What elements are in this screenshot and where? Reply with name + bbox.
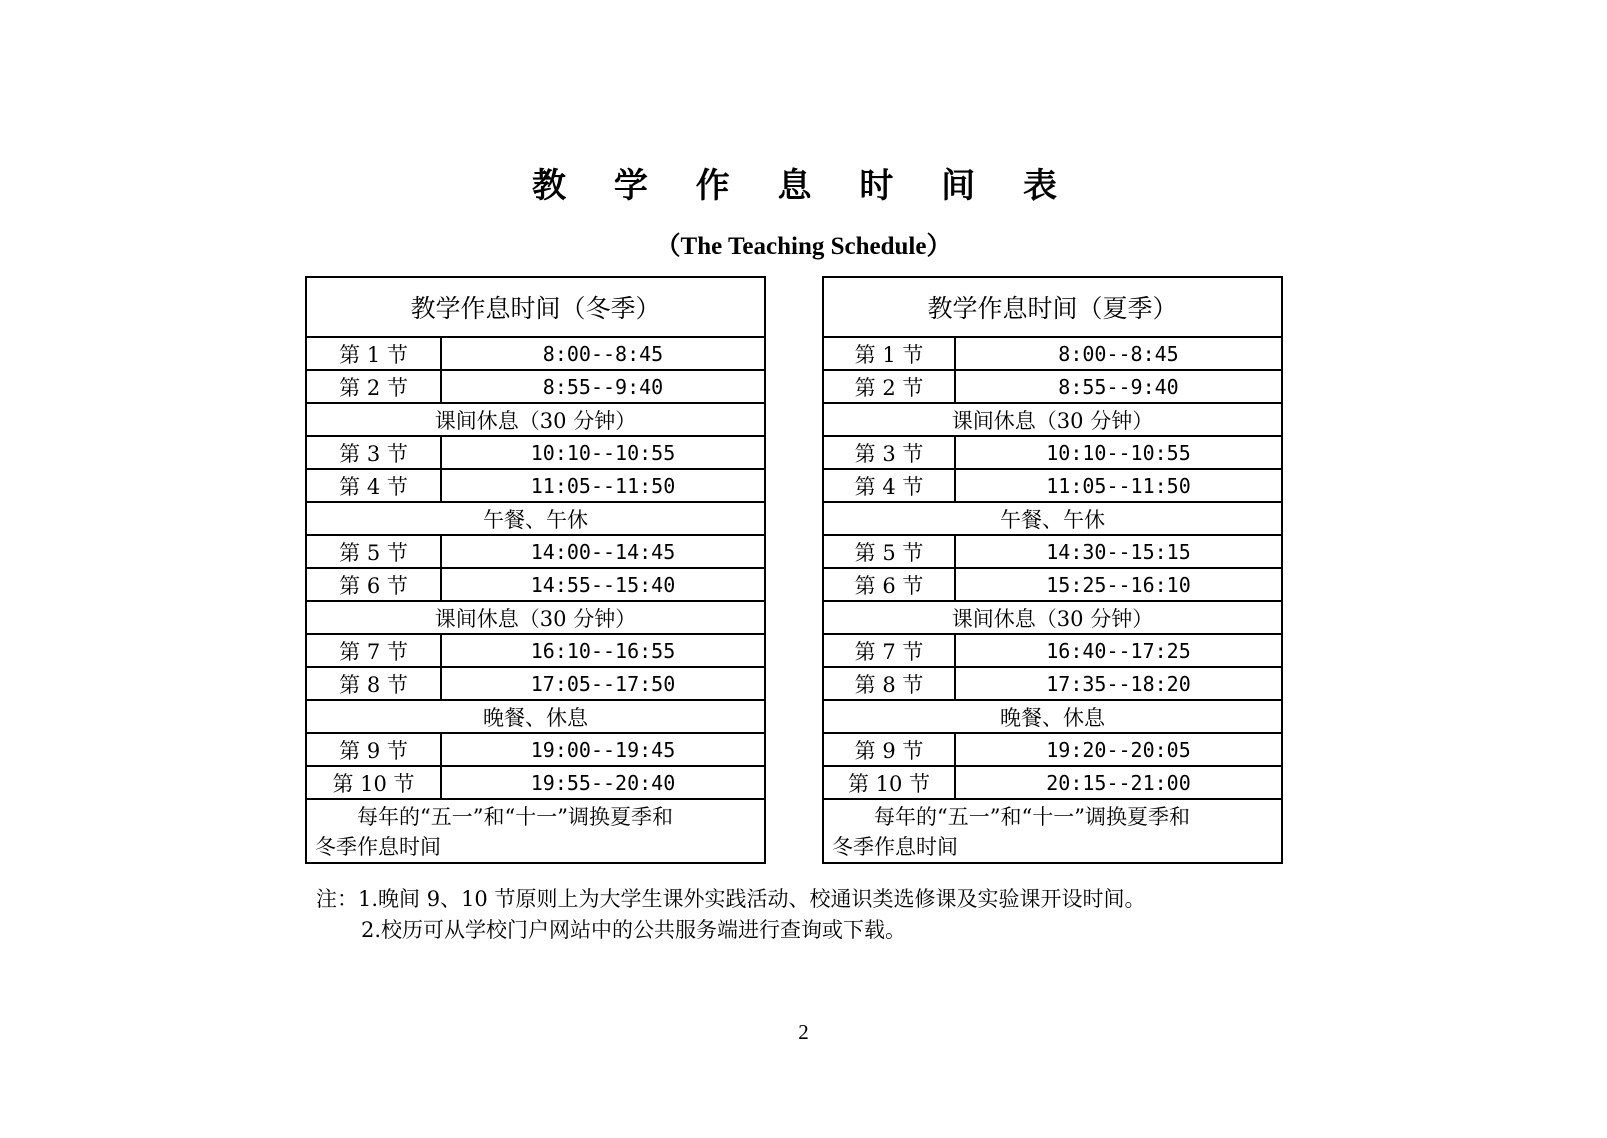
winter-note-line2: 冬季作息时间: [315, 835, 441, 859]
winter-schedule-table: [305, 276, 766, 864]
period-time: 16:10--16:55: [530, 638, 676, 663]
summer-schedule-rows: [824, 338, 1281, 800]
period-label: 第 7 节: [824, 635, 956, 666]
period-row: [824, 569, 1281, 602]
page-title: 教 学 作 息 时 间 表: [531, 166, 1076, 206]
period-label: 第 6 节: [824, 569, 956, 600]
page-number: 2: [798, 1020, 809, 1044]
break-row: 午餐、午休: [824, 503, 1281, 536]
footnote-2: 2.校历可从学校门户网站中的公共服务端进行查询或下载。: [361, 918, 907, 942]
period-time: 8:00--8:45: [542, 341, 664, 366]
summer-schedule-heading: 教学作息时间（夏季）: [824, 278, 1281, 338]
period-time: 10:10--10:55: [530, 440, 676, 465]
period-label: 第 4 节: [307, 470, 442, 501]
period-label: 第 5 节: [824, 536, 956, 567]
period-label: 第 2 节: [824, 371, 956, 402]
period-time: 19:55--20:40: [530, 770, 676, 795]
period-time: 8:00--8:45: [1058, 341, 1179, 366]
period-label: 第 3 节: [824, 437, 956, 468]
period-row: [307, 470, 764, 503]
period-label: 第 6 节: [307, 569, 442, 600]
period-time: 20:15--21:00: [1046, 770, 1191, 795]
period-label: 第 9 节: [307, 734, 442, 765]
period-row: [824, 668, 1281, 701]
period-time: 16:40--17:25: [1046, 638, 1191, 663]
break-row: 课间休息（30 分钟）: [824, 602, 1281, 635]
period-row: [307, 536, 764, 569]
break-row: 课间休息（30 分钟）: [307, 404, 764, 437]
summer-schedule-table: [822, 276, 1283, 864]
period-time: 11:05--11:50: [1046, 473, 1191, 498]
period-row: [307, 635, 764, 668]
period-row: [824, 338, 1281, 371]
period-time: 14:30--15:15: [1046, 539, 1191, 564]
period-row: [307, 437, 764, 470]
period-row: [824, 371, 1281, 404]
period-label: 第 3 节: [307, 437, 442, 468]
period-time: 11:05--11:50: [530, 473, 676, 498]
break-row: 晚餐、休息: [307, 701, 764, 734]
period-time: 8:55--9:40: [1058, 374, 1179, 399]
break-row: 课间休息（30 分钟）: [307, 602, 764, 635]
summer-note-line2: 冬季作息时间: [832, 835, 958, 859]
period-row: [307, 371, 764, 404]
period-row: [824, 635, 1281, 668]
period-row: [307, 569, 764, 602]
winter-schedule-heading: 教学作息时间（冬季）: [307, 278, 764, 338]
period-row: [307, 338, 764, 371]
period-label: 第 10 节: [824, 767, 956, 798]
period-row: [824, 536, 1281, 569]
period-time: 19:20--20:05: [1046, 737, 1191, 762]
period-row: [307, 734, 764, 767]
period-time: 14:00--14:45: [530, 539, 676, 564]
break-row: 晚餐、休息: [824, 701, 1281, 734]
period-row: [824, 437, 1281, 470]
break-row: 课间休息（30 分钟）: [824, 404, 1281, 437]
period-row: [824, 470, 1281, 503]
summer-note-line1: 每年的“五一”和“十一”调换夏季和: [874, 805, 1190, 829]
period-row: [824, 767, 1281, 800]
period-label: 第 10 节: [307, 767, 442, 798]
period-label: 第 2 节: [307, 371, 442, 402]
period-row: [824, 734, 1281, 767]
break-row: 午餐、午休: [307, 503, 764, 536]
winter-note-line1: 每年的“五一”和“十一”调换夏季和: [357, 805, 673, 829]
period-label: 第 1 节: [307, 338, 442, 369]
period-label: 第 4 节: [824, 470, 956, 501]
period-time: 19:00--19:45: [530, 737, 676, 762]
period-label: 第 8 节: [307, 668, 442, 699]
period-time: 14:55--15:40: [530, 572, 676, 597]
period-label: 第 9 节: [824, 734, 956, 765]
period-label: 第 8 节: [824, 668, 956, 699]
page-subtitle: （The Teaching Schedule）: [655, 233, 952, 260]
period-label: 第 5 节: [307, 536, 442, 567]
period-time: 17:35--18:20: [1046, 671, 1191, 696]
period-row: [307, 668, 764, 701]
footnotes: [316, 884, 1145, 946]
period-row: [307, 767, 764, 800]
summer-schedule-note: [824, 800, 1281, 862]
winter-schedule-rows: [307, 338, 764, 800]
period-time: 17:05--17:50: [530, 671, 676, 696]
period-time: 15:25--16:10: [1046, 572, 1191, 597]
period-label: 第 1 节: [824, 338, 956, 369]
winter-schedule-note: [307, 800, 764, 862]
period-label: 第 7 节: [307, 635, 442, 666]
period-time: 10:10--10:55: [1046, 440, 1191, 465]
period-time: 8:55--9:40: [542, 374, 664, 399]
footnote-1: 注：1.晚间 9、10 节原则上为大学生课外实践活动、校通识类选修课及实验课开设时间。: [316, 887, 1146, 911]
